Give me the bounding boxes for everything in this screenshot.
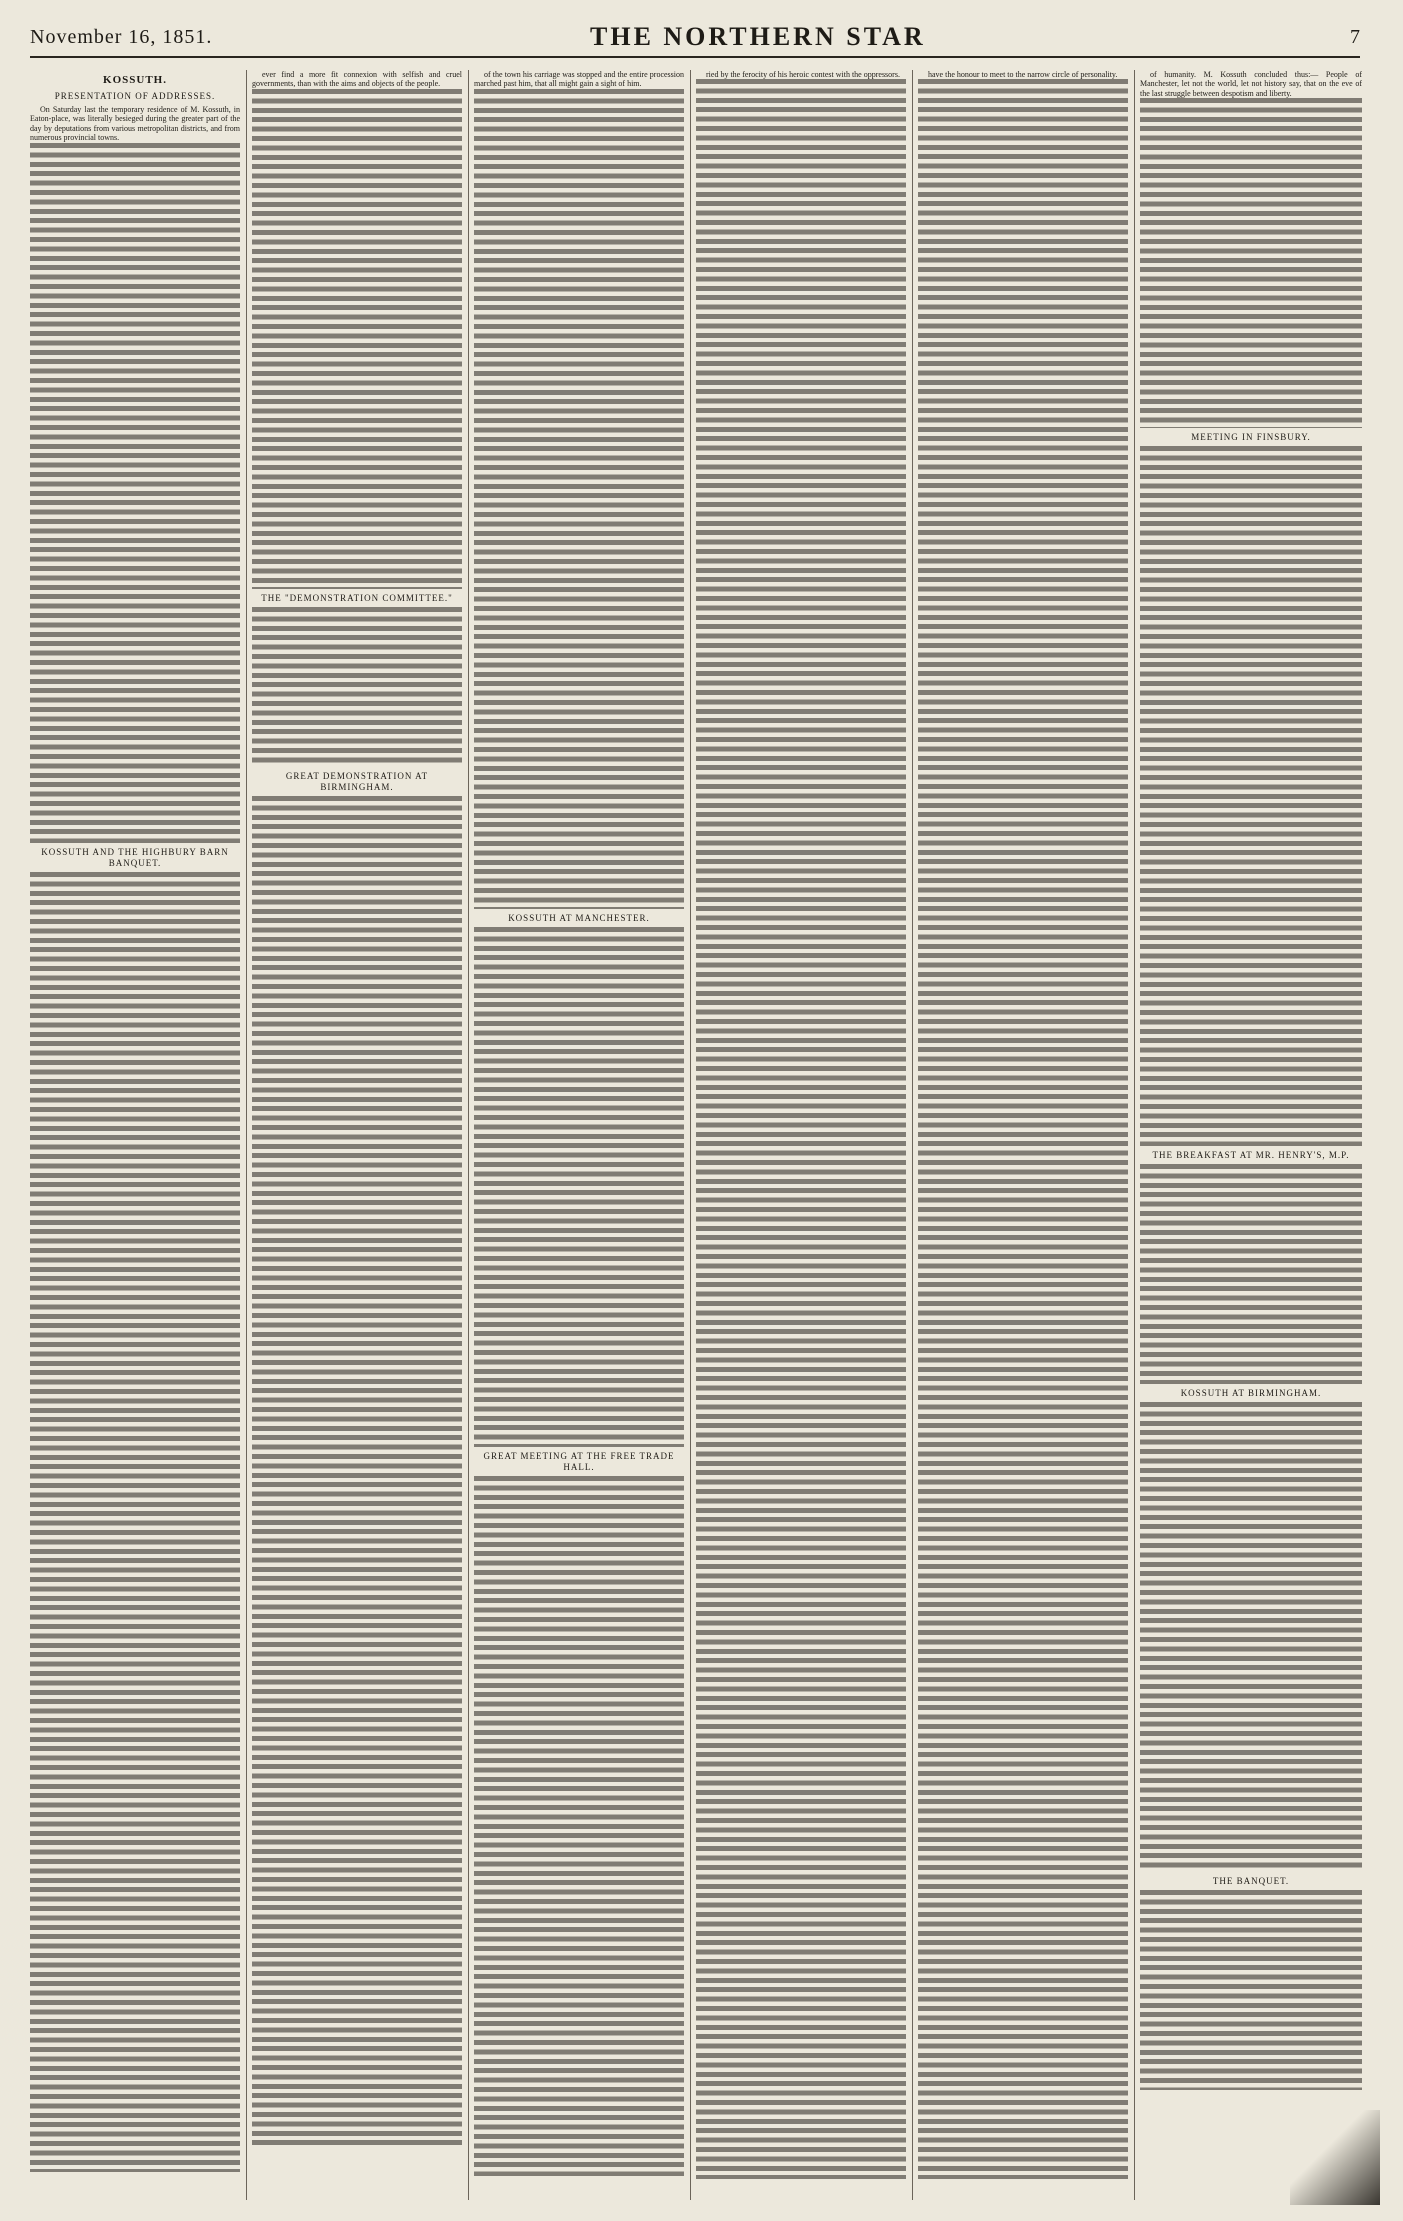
lead-paragraph: On Saturday last the temporary residence of M. Kossuth, in Eaton-place, was literally besieged during the greater part of the day by deputations from various metropolitan districts, and from numerous provincial towns. [30,105,240,143]
article-lead [918,70,1128,79]
article-body-text [1140,1164,1362,1384]
column-subheading: KOSSUTH AND THE HIGHBURY BARN BANQUET. [41,846,229,868]
article-lead [30,105,240,143]
article-body-text [252,607,462,767]
column-divider [468,70,469,2200]
column-subheading: THE BREAKFAST AT MR. HENRY'S, M.P. [1152,1150,1350,1161]
lead-paragraph: ried by the ferocity of his heroic contest with the oppressors. [706,70,900,79]
article-body-text [474,89,684,909]
column-6 [1140,70,1362,2200]
column-1 [30,70,240,2200]
masthead [30,22,1360,58]
lead-paragraph: ever find a more fit connexion with selfish and cruel governments, than with the aims and objects of the people. [252,70,462,89]
column-5 [918,70,1128,2200]
column-divider [690,70,691,2200]
column-subheading: GREAT DEMONSTRATION AT BIRMINGHAM. [285,770,429,792]
newspaper-title: THE NORTHERN STAR [590,22,926,51]
column-2 [252,70,462,2200]
lead-paragraph: have the honour to meet to the narrow circle of personality. [928,70,1118,79]
issue-date: November 16, 1851. [30,26,213,48]
lead-paragraph: of the town his carriage was stopped and the entire procession marched past him, that all might gain a sight of him. [474,70,684,89]
article-body-text [474,927,684,1447]
column-subheading: GREAT MEETING AT THE FREE TRADE HALL. [483,1450,675,1472]
article-body-text [1140,98,1362,428]
article-body-text [30,143,240,843]
column-4 [696,70,906,2200]
article-body-text [918,79,1128,2179]
article-body-text [696,79,906,2179]
column-3 [474,70,684,2200]
article-body-text [1140,446,1362,1146]
page-number: 7 [1350,26,1360,48]
article-lead [696,70,906,79]
column-heading: KOSSUTH. [103,74,167,86]
column-divider [1134,70,1135,2200]
page-corner-shadow [1290,2110,1380,2205]
column-subheading: KOSSUTH AT BIRMINGHAM. [1180,1388,1322,1399]
article-lead [474,70,684,89]
article-body-text [30,872,240,2172]
article-lead [252,70,462,89]
article-lead [1140,70,1362,98]
column-subheading: PRESENTATION OF ADDRESSES. [54,91,216,101]
column-subheading: KOSSUTH AT MANCHESTER. [508,912,650,923]
column-subheading: THE BANQUET. [1212,1876,1290,1887]
column-divider [912,70,913,2200]
article-body-text [1140,1890,1362,2090]
article-body-text [1140,1402,1362,1872]
article-body-text [474,1476,684,2176]
article-body-text [252,89,462,589]
column-subheading: MEETING IN FINSBURY. [1191,432,1311,443]
column-subheading: THE "DEMONSTRATION COMMITTEE." [261,592,453,603]
lead-paragraph: of humanity. M. Kossuth concluded thus:— People of Manchester, let not the world, let not history say, that on the eve of the last struggle between despotism and liberty. [1140,70,1362,98]
column-divider [246,70,247,2200]
article-body-text [252,796,462,2146]
